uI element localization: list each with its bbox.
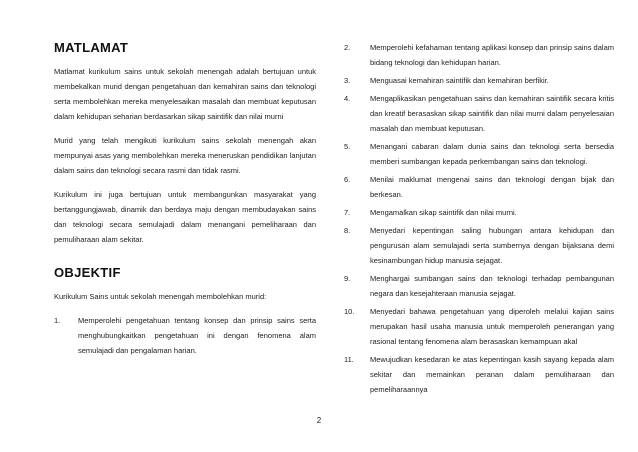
item-text: Memperolehi pengetahuan tentang konsep dan prinsip sains serta menghubungkaitkan pengetahuan ini dengan fenomena alam semulajadi dan pengalaman harian.	[78, 316, 316, 355]
objective-item-10	[344, 304, 614, 349]
objective-list-left	[54, 313, 316, 358]
objective-item-5	[344, 139, 614, 169]
left-column	[54, 40, 316, 361]
item-text: Menyedari bahawa pengetahuan yang diperoleh melalui kajian sains merupakan hasil usaha manusia untuk memperoleh penerangan yang rasional tentang fenomena alam berasaskan kemampuan akal	[370, 307, 614, 346]
right-column	[344, 40, 614, 400]
item-text: Mengaplikasikan pengetahuan sains dan kemahiran saintifik secara kritis dan kreatif berasaskan sikap saintifik dan nilai murni dalam penyelesaian masalah dan membuat keputusan.	[370, 94, 614, 133]
item-text: Menguasai kemahiran saintifik dan kemahiran berfikir.	[370, 76, 549, 85]
objective-item-8	[344, 223, 614, 268]
page-number: 2	[316, 416, 322, 425]
objective-item-11	[344, 352, 614, 397]
item-number: 5.	[344, 142, 351, 151]
objective-item-2	[344, 40, 614, 70]
item-number: 10.	[344, 307, 355, 316]
objektif-heading: OBJEKTIF	[54, 265, 121, 280]
item-number: 3.	[344, 76, 351, 85]
objective-item-9	[344, 271, 614, 301]
item-number: 8.	[344, 226, 351, 235]
item-text: Menilai maklumat mengenai sains dan teknologi dengan bijak dan berkesan.	[370, 175, 614, 199]
item-number: 7.	[344, 208, 351, 217]
objective-item-4	[344, 91, 614, 136]
item-number: 2.	[344, 43, 351, 52]
item-text: Menangani cabaran dalam dunia sains dan teknologi serta bersedia memberi sumbangan kepada perkembangan sains dan teknologi.	[370, 142, 614, 166]
item-text: Memperolehi kefahaman tentang aplikasi konsep dan prinsip sains dalam bidang teknologi dan kehidupan harian.	[370, 43, 614, 67]
item-text: Mewujudkan kesedaran ke atas kepentingan kasih sayang kepada alam sekitar dan memainkan peranan dalam pemuliharaan dan pemeliharaannya	[370, 355, 614, 394]
matlamat-paragraph-1: Matlamat kurikulum sains untuk sekolah menengah adalah bertujuan untuk membekalkan murid dengan pengetahuan dan kemahiran sains dan teknologi serta membolehkan mereka menyelesaikan masalah dan membuat keputusan dalam kehidupan seharian berdasarkan sikap saintifik dan nilai murni	[54, 67, 316, 121]
objective-item-3	[344, 73, 614, 88]
objective-list-right	[344, 40, 614, 397]
objective-item-1	[54, 313, 316, 358]
item-number: 6.	[344, 175, 351, 184]
item-text: Menghargai sumbangan sains dan teknologi terhadap pembangunan negara dan kesejahteraan manusia sejagat.	[370, 274, 614, 298]
item-text: Menyedari kepentingan saling hubungan antara kehidupan dan pengurusan alam semulajadi serta sumbernya dengan bijaksana demi kesinambungan hidup manusia sejagat.	[370, 226, 614, 265]
matlamat-paragraph-2: Murid yang telah mengikuti kurikulum sains sekolah menengah akan mempunyai asas yang membolehkan mereka meneruskan pendidikan lanjutan dalam sains dan teknologi secara rasmi dan tidak rasmi.	[54, 136, 316, 175]
item-number: 4.	[344, 94, 351, 103]
item-number: 1.	[54, 316, 61, 325]
objektif-intro: Kurikulum Sains untuk sekolah menengah membolehkan murid:	[54, 292, 267, 301]
matlamat-heading: MATLAMAT	[54, 40, 129, 55]
item-number: 11.	[344, 355, 354, 364]
objective-item-7	[344, 205, 614, 220]
objective-item-6	[344, 172, 614, 202]
matlamat-paragraph-3: Kurikulum ini juga bertujuan untuk membangunkan masyarakat yang bertanggungjawab, dinamik dan berdaya maju dengan membudayakan sains dan teknologi secara semulajadi dalam menangani pemeliharaan dan pemuliharaan alam sekitar.	[54, 190, 316, 244]
item-text: Mengamalkan sikap saintifik dan nilai murni.	[370, 208, 517, 217]
item-number: 9.	[344, 274, 351, 283]
